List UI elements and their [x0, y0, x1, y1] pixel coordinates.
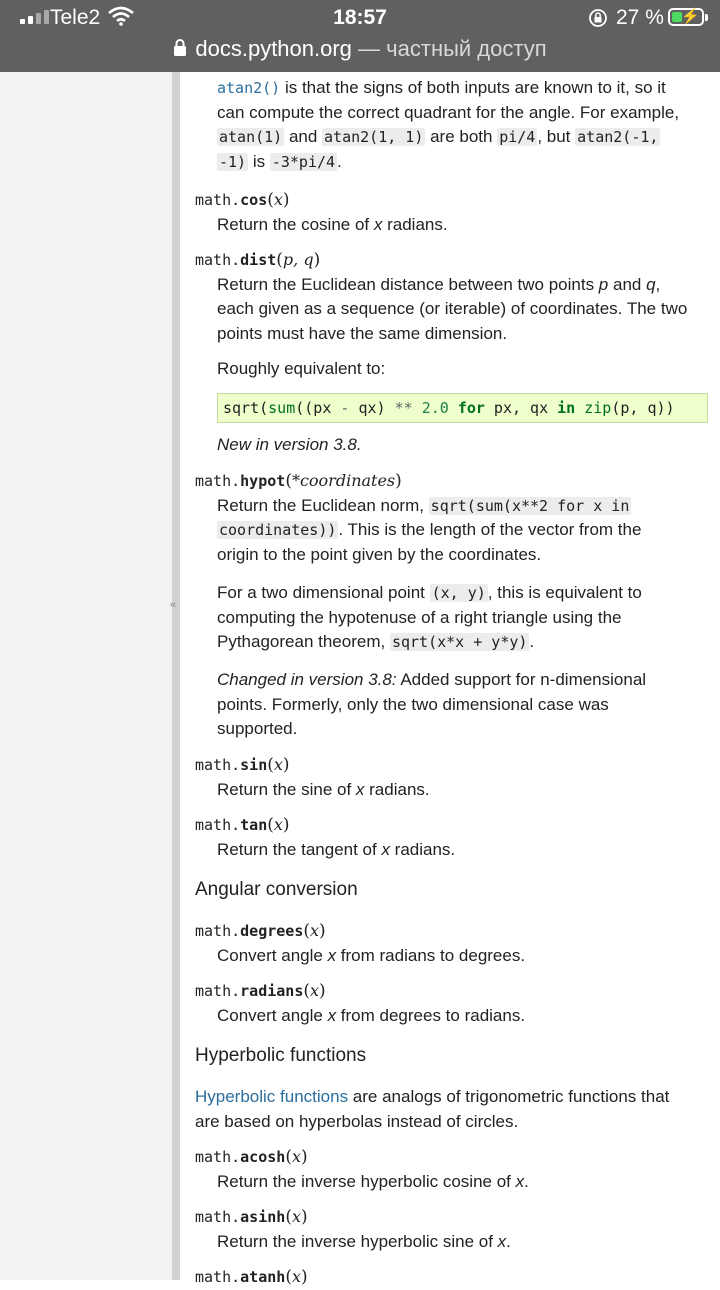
text: radians. [389, 839, 456, 859]
atan2-link[interactable]: atan2() [217, 79, 281, 97]
text: . This is the length of the vector from the [338, 520, 642, 539]
text-line: supported. [217, 719, 298, 738]
function-signature[interactable]: math.tan(x) [195, 815, 290, 835]
arg-ref: x [327, 945, 337, 965]
acosh-entry [195, 1145, 708, 1194]
text: is [248, 151, 270, 171]
function-name: cos [240, 191, 268, 209]
text: Return the Euclidean norm, [217, 495, 429, 515]
radians-entry [195, 979, 708, 1028]
text-line: is that the signs of both inputs are known to it, so it [280, 78, 666, 97]
text: are analogs of trigonometric functions that [348, 1087, 670, 1106]
code-block [217, 393, 708, 423]
battery-percent: 27 % [616, 6, 664, 29]
cos-entry [195, 188, 708, 237]
function-name: dist [240, 251, 277, 269]
url-domain: docs.python.org [195, 36, 352, 61]
text: from degrees to radians. [336, 1005, 526, 1025]
collapse-sidebar-button[interactable]: « [170, 599, 177, 611]
code-token: - [340, 399, 350, 417]
function-arg: *coordinates [291, 471, 396, 490]
degrees-entry [195, 919, 708, 968]
text: Convert angle [217, 1005, 328, 1025]
text: and [284, 127, 323, 146]
code-token: sum [268, 399, 296, 417]
inline-code: sqrt(x*x + y*y) [391, 633, 528, 651]
arg-ref: x [381, 839, 390, 859]
function-arg: p, q [282, 250, 314, 269]
code-token: ((px [295, 399, 341, 417]
inline-code: (x, y) [431, 584, 486, 602]
padlock-icon [173, 37, 187, 63]
text: radians. [364, 779, 430, 799]
url-separator: — [358, 36, 381, 61]
function-arg: x [273, 755, 283, 774]
arg-ref: x [515, 1171, 525, 1191]
text: . [524, 1171, 529, 1191]
code-token: zip [584, 399, 612, 417]
code-token: for [457, 399, 485, 417]
function-name: degrees [240, 922, 304, 940]
hypot-2d-paragraph [217, 581, 708, 655]
code-token: 2.0 [421, 399, 449, 417]
text: Return the sine of [217, 779, 356, 799]
battery-icon: ⚡ [668, 8, 704, 26]
asinh-entry [195, 1205, 708, 1254]
text: , this is equivalent to [487, 583, 642, 602]
text-line: can compute the correct quadrant for the angle. For example, [217, 102, 680, 122]
module-prefix: math. [195, 982, 241, 1000]
inline-code: -3*pi/4 [271, 152, 336, 171]
module-prefix: math. [195, 191, 241, 209]
section-heading-angular: Angular conversion [195, 879, 358, 900]
module-prefix: math. [195, 472, 241, 490]
inline-code: sqrt(sum(x**2 for x in [430, 496, 630, 515]
new-in-version: New in version 3.8. [217, 435, 362, 454]
function-signature[interactable]: math.atanh(x) [195, 1267, 308, 1287]
text: Return the Euclidean distance between two points [217, 274, 599, 294]
address-bar[interactable] [0, 36, 720, 72]
text: . [337, 151, 342, 171]
code-token: qx) [349, 399, 395, 417]
function-name: radians [240, 982, 304, 1000]
text-line: points. Formerly, only the two dimensional case was [217, 694, 609, 714]
function-signature[interactable]: math.hypot(*coordinates) [195, 471, 402, 491]
function-arg: x [310, 981, 320, 1000]
arg-ref: x [327, 1005, 337, 1025]
battery-cap [705, 14, 708, 21]
text: Return the inverse hyperbolic cosine of [217, 1171, 516, 1191]
inline-code: atan2(-1, [577, 128, 659, 146]
version-note [217, 433, 720, 458]
roughly-equivalent-label: Roughly equivalent to: [217, 359, 386, 378]
text-line: computing the hypotenuse of a right triangle using the [217, 607, 622, 627]
text: are both [425, 127, 498, 146]
function-arg: x [291, 1207, 301, 1226]
function-arg: x [273, 815, 283, 834]
browser-chrome [0, 0, 720, 72]
function-arg: x [273, 190, 283, 209]
function-name: hypot [240, 472, 286, 490]
module-prefix: math. [195, 1208, 241, 1226]
code-token [413, 399, 422, 417]
sidebar-border [172, 72, 180, 1280]
text: Return the tangent of [217, 839, 382, 859]
module-prefix: math. [195, 922, 241, 940]
arg-ref: x [497, 1231, 507, 1251]
function-signature[interactable]: math.cos(x) [195, 190, 290, 210]
text-line: points must have the same dimension. [217, 323, 508, 343]
function-name: tan [240, 816, 268, 834]
arg-ref: p [598, 274, 609, 294]
tan-entry [195, 813, 708, 862]
hyperbolic-functions-link[interactable]: Hyperbolic functions [195, 1087, 349, 1106]
dist-entry [195, 248, 708, 346]
function-signature[interactable]: math.acosh(x) [195, 1147, 308, 1167]
text: from radians to degrees. [336, 945, 526, 965]
module-prefix: math. [195, 816, 241, 834]
inline-code: coordinates)) [219, 521, 337, 539]
text: , but [537, 127, 576, 146]
private-mode-label: частный доступ [386, 36, 547, 61]
module-prefix: math. [195, 1268, 241, 1286]
text: Return the inverse hyperbolic sine of [217, 1231, 498, 1251]
inline-code: -1) [219, 152, 247, 171]
function-name: acosh [240, 1148, 286, 1166]
text-line: origin to the point given by the coordinates. [217, 544, 542, 564]
orientation-lock-icon [588, 8, 608, 34]
module-prefix: math. [195, 1148, 241, 1166]
inline-code: atan(1) [219, 128, 283, 146]
hyperbolic-intro [195, 1085, 708, 1134]
function-signature[interactable]: math.dist(p, q) [195, 250, 321, 270]
carrier-name: Tele2 [50, 6, 101, 29]
section-heading-hyperbolic: Hyperbolic functions [195, 1045, 367, 1066]
inline-code: atan2(1, 1) [324, 128, 424, 146]
function-arg: x [291, 1147, 301, 1166]
arg-ref: x [355, 779, 365, 799]
atanh-entry [195, 1265, 708, 1290]
status-bar [0, 0, 720, 36]
hypot-changed-note [217, 668, 708, 742]
hypot-entry [195, 469, 708, 567]
text: Return the cosine of [217, 214, 374, 234]
function-signature[interactable]: math.degrees(x) [195, 921, 326, 941]
atan2-description [217, 76, 708, 174]
code-token: sqrt( [223, 399, 269, 417]
text: . [506, 1231, 511, 1251]
function-arg: x [291, 1267, 301, 1286]
function-arg: x [310, 921, 320, 940]
code-token: (p, q)) [611, 399, 675, 417]
text: and [608, 274, 647, 294]
changed-in-version: Changed in version 3.8: [217, 670, 397, 689]
text: Pythagorean theorem, [217, 632, 390, 651]
arg-ref: q [646, 274, 656, 294]
clock: 18:57 [333, 6, 387, 29]
text: radians. [382, 214, 448, 234]
function-signature[interactable]: math.radians(x) [195, 981, 326, 1001]
text-line: each given as a sequence (or iterable) of coordinates. The two [217, 299, 688, 318]
function-name: atanh [240, 1268, 286, 1286]
function-name: sin [240, 756, 268, 774]
sidebar [0, 72, 172, 1280]
code-token [449, 399, 458, 417]
inline-code: pi/4 [499, 128, 536, 146]
text: . [529, 632, 535, 651]
text-line: are based on hyperbolas instead of circles. [195, 1111, 519, 1131]
function-name: asinh [240, 1208, 286, 1226]
module-prefix: math. [195, 756, 241, 774]
code-token: in [557, 399, 576, 417]
arg-ref: x [373, 214, 383, 234]
function-signature[interactable]: math.asinh(x) [195, 1207, 308, 1227]
text: For a two dimensional point [217, 583, 430, 602]
text: Convert angle [217, 945, 328, 965]
code-token: ** [394, 399, 413, 417]
code-token: px, qx [484, 399, 558, 417]
function-signature[interactable]: math.sin(x) [195, 755, 290, 775]
text: Added support for n-dimensional [396, 670, 647, 689]
sin-entry [195, 753, 708, 802]
text: , [655, 274, 661, 294]
module-prefix: math. [195, 251, 241, 269]
code-token [575, 399, 584, 417]
